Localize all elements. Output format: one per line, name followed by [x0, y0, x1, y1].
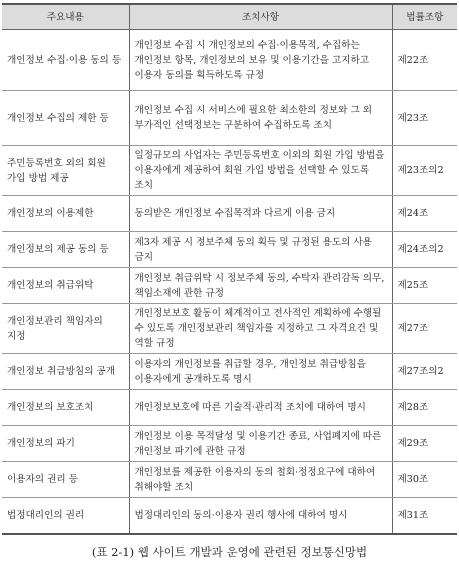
row-action: 개인정보 수집 시 서비스에 필요한 최소한의 정보와 그 외 부가적인 선택정보는 구분하여 수집하도록 조치: [129, 91, 392, 146]
row-article: 제22조: [392, 30, 457, 91]
row-action: 법정대리인의 동의·이용자 권리 행사에 대하여 명시: [129, 498, 392, 534]
row-topic: 개인정보의 취급위탁: [2, 268, 129, 304]
table-row: [2, 354, 457, 390]
row-article: 제23조: [392, 91, 457, 146]
row-action: 개인정보 수집 시 개인정보의 수집·이용목적, 수집하는 개인정보 항목, 개인정보의 보유 및 이용기간을 고지하고 이용자 동의를 획득하도록 규정: [129, 30, 392, 91]
row-action: 개인정보 이용 목적달성 및 이용기간 종료, 사업폐지에 따른 개인정보 파기에 관한 규정: [129, 426, 392, 462]
row-topic: 개인정보 취급방침의 공개: [2, 354, 129, 390]
table-row: [2, 196, 457, 232]
row-topic: 개인정보 수집의 제한 등: [2, 91, 129, 146]
table-row: [2, 30, 457, 91]
table-header-row: [2, 4, 457, 30]
row-article: 제31조: [392, 498, 457, 534]
row-action: 이용자의 개인정보를 취급할 경우, 개인정보 취급방침을 이용자에게 공개하도록 명시: [129, 354, 392, 390]
table-row: [2, 268, 457, 304]
row-action: 개인정보보호에 따른 기술적·관리적 조치에 대하여 명시: [129, 390, 392, 426]
row-article: 제28조: [392, 390, 457, 426]
table-row: [2, 91, 457, 146]
row-action: 개인정보 취급위탁 시 정보주체 동의, 수탁자 관리감독 의무, 책임소재에 관한 규정: [129, 268, 392, 304]
table-row: [2, 304, 457, 354]
row-article: 제23조의2: [392, 146, 457, 196]
row-article: 제29조: [392, 426, 457, 462]
law-table: [2, 3, 457, 535]
row-article: 제27조: [392, 304, 457, 354]
row-action: 제3자 제공 시 정보주체 동의 획득 및 규정된 용도의 사용 금지: [129, 232, 392, 268]
row-article: 제25조: [392, 268, 457, 304]
row-action: 개인정보보호 활동이 체계적이고 전사적인 계획하에 수행될 수 있도록 개인정보관리 책임자를 지정하고 그 자격요건 및 역할 규정: [129, 304, 392, 354]
table-row: [2, 462, 457, 498]
row-topic: 개인정보의 보호조치: [2, 390, 129, 426]
table-row: [2, 232, 457, 268]
row-topic: 이용자의 권리 등: [2, 462, 129, 498]
row-topic: 개인정보의 이용제한: [2, 196, 129, 232]
table-row: [2, 426, 457, 462]
header-article: 법률조항: [392, 4, 457, 30]
row-action: 동의받은 개인정보 수집목적과 다르게 이용 금지: [129, 196, 392, 232]
row-article: 제24조의2: [392, 232, 457, 268]
row-topic: 법정대리인의 권리: [2, 498, 129, 534]
table-row: [2, 146, 457, 196]
row-action: 개인정보를 제공한 이용자의 동의 철회·정정요구에 대하여 취해야할 조치: [129, 462, 392, 498]
row-article: 제30조: [392, 462, 457, 498]
table-row: [2, 498, 457, 534]
row-topic: 개인정보의 제공 동의 등: [2, 232, 129, 268]
row-article: 제27조의2: [392, 354, 457, 390]
row-topic: 주민등록번호 외의 회원 가입 방법 제공: [2, 146, 129, 196]
row-topic: 개인정보관리 책임자의 지정: [2, 304, 129, 354]
table-caption: (표 2-1) 웹 사이트 개발과 운영에 관련된 정보통신망법: [91, 545, 368, 559]
header-action: 조치사항: [129, 4, 392, 30]
row-topic: 개인정보의 파기: [2, 426, 129, 462]
table-row: [2, 390, 457, 426]
row-article: 제24조: [392, 196, 457, 232]
header-topic: 주요내용: [2, 4, 129, 30]
row-action: 일정규모의 사업자는 주민등록번호 이외의 회원 가입 방법을 이용자에게 제공하여 회원 가입 방법을 선택할 수 있도록 조치: [129, 146, 392, 196]
row-topic: 개인정보 수집·이용 동의 등: [2, 30, 129, 91]
